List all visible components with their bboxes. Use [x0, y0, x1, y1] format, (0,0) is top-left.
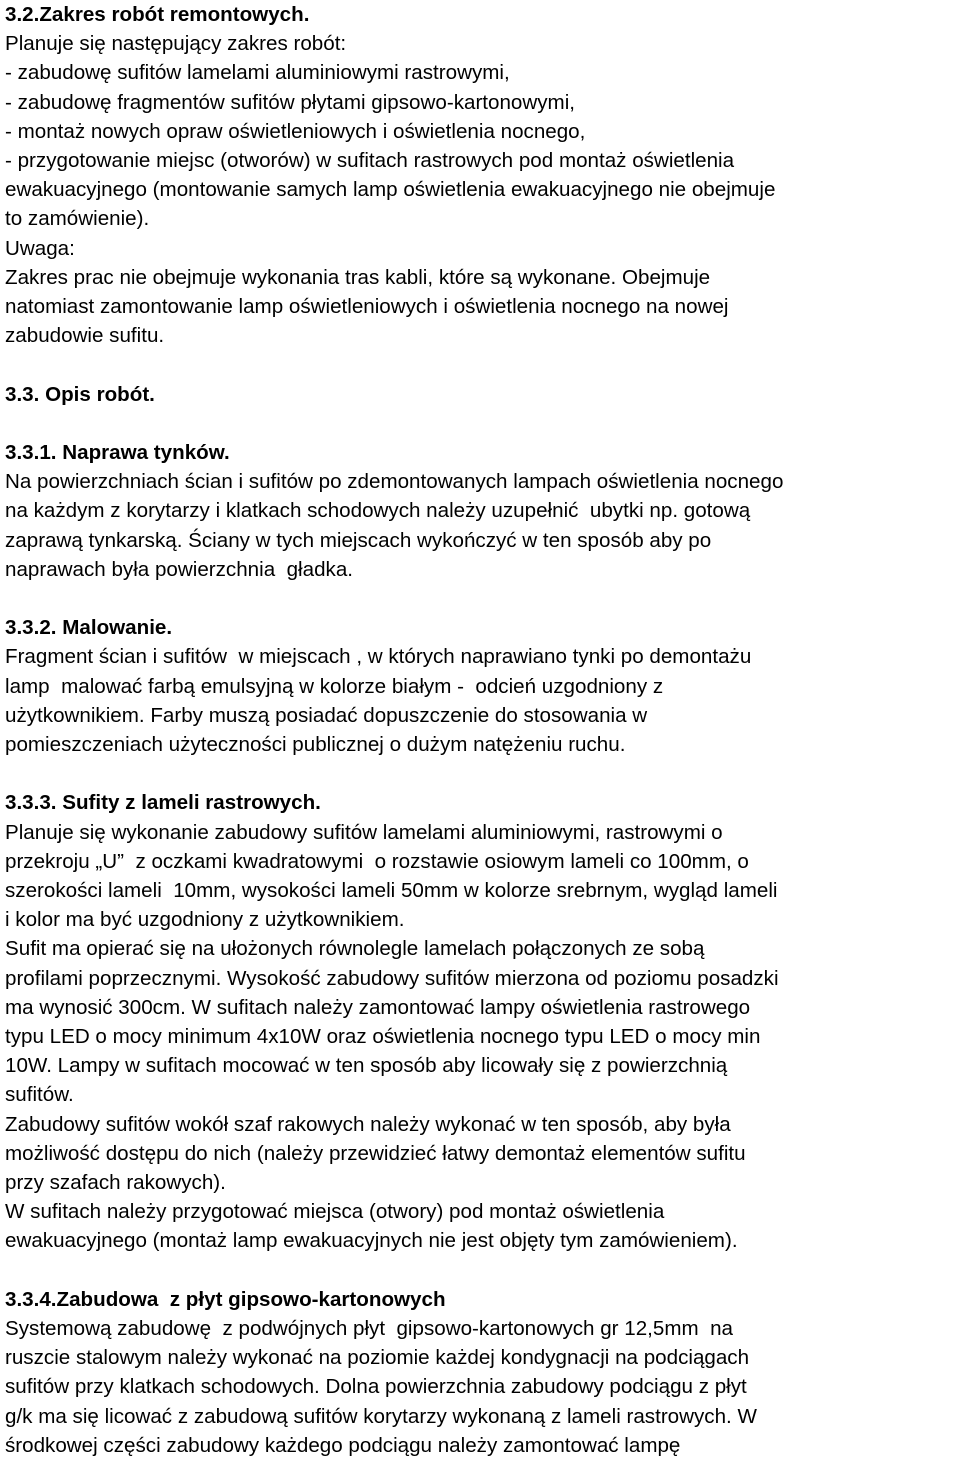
text-line: Zabudowy sufitów wokół szaf rakowych należy wykonać w ten sposób, aby była	[5, 1112, 731, 1136]
list-item: - zabudowę fragmentów sufitów płytami gipsowo-kartonowymi,	[5, 90, 575, 114]
section-heading: 3.3.1. Naprawa tynków.	[5, 441, 230, 465]
text-line: g/k ma się licować z zabudową sufitów korytarzy wykonaną z lameli rastrowych. W	[5, 1404, 757, 1428]
text-line: możliwość dostępu do nich (należy przewidzieć łatwy demontaż elementów sufitu	[5, 1141, 746, 1165]
text-line: i kolor ma być uzgodniony z użytkownikiem.	[5, 908, 405, 932]
spacer	[5, 409, 957, 438]
list-item: - zabudowę sufitów lamelami aluminiowymi rastrowymi,	[5, 61, 510, 85]
list-item: - przygotowanie miejsc (otworów) w sufitach rastrowych pod montaż oświetlenia	[5, 149, 735, 173]
spacer	[5, 1256, 957, 1285]
text-line: zabudowie sufitu.	[5, 324, 165, 348]
section-heading: 3.3.4.Zabudowa z płyt gipsowo-kartonowych	[5, 1287, 446, 1311]
text-line: Planuje się następujący zakres robót:	[5, 32, 347, 56]
section-heading: 3.3. Opis robót.	[5, 382, 155, 406]
text-line: Sufit ma opierać się na ułożonych równolegle lamelach połączonych ze sobą	[5, 937, 705, 961]
text-line: ewakuacyjnego (montowanie samych lamp oświetlenia ewakuacyjnego nie obejmuje	[5, 178, 776, 202]
text-line: sufitów.	[5, 1083, 74, 1107]
text-line: typu LED o mocy minimum 4x10W oraz oświetlenia nocnego typu LED o mocy min	[5, 1025, 761, 1049]
note-label: Uwaga:	[5, 236, 75, 260]
text-line: Planuje się wykonanie zabudowy sufitów lamelami aluminiowymi, rastrowymi o	[5, 820, 723, 844]
section-3-3	[5, 380, 957, 409]
text-line: ruszcie stalowym należy wykonać na poziomie każdej kondygnacji na podciągach	[5, 1346, 750, 1370]
text-line: Zakres prac nie obejmuje wykonania tras kabli, które są wykonane. Obejmuje	[5, 265, 711, 289]
spacer	[5, 584, 957, 613]
section-3-3-1	[5, 438, 957, 584]
text-line: W sufitach należy przygotować miejsca (otwory) pod montaż oświetlenia	[5, 1200, 665, 1224]
section-heading: 3.3.3. Sufity z lameli rastrowych.	[5, 791, 321, 815]
text-line: Na powierzchniach ścian i sufitów po zdemontowanych lampach oświetlenia nocnego	[5, 470, 784, 494]
text-line: ma wynosić 300cm. W sufitach należy zamontować lampy oświetlenia rastrowego	[5, 995, 751, 1019]
text-line: zaprawą tynkarską. Ściany w tych miejscach wykończyć w ten sposób aby po	[5, 528, 712, 552]
section-3-3-2	[5, 613, 957, 759]
text-line: Fragment ścian i sufitów w miejscach , w których naprawiano tynki po demontażu	[5, 645, 752, 669]
text-line: szerokości lameli 10mm, wysokości lameli 50mm w kolorze srebrnym, wygląd lameli	[5, 879, 778, 903]
text-line: użytkownikiem. Farby muszą posiadać dopuszczenie do stosowania w	[5, 703, 648, 727]
text-line: pomieszczeniach użyteczności publicznej o dużym natężeniu ruchu.	[5, 733, 626, 757]
section-heading: 3.2.Zakres robót remontowych.	[5, 3, 310, 26]
section-3-3-3	[5, 788, 957, 1255]
section-3-2	[5, 0, 957, 350]
text-line: lamp malować farbą emulsyjną w kolorze białym - odcień uzgodniony z	[5, 674, 664, 698]
text-line: ewakuacyjnego (montaż lamp ewakuacyjnych nie jest objęty tym zamówieniem).	[5, 1229, 738, 1253]
spacer	[5, 350, 957, 379]
text-line: na każdym z korytarzy i klatkach schodowych należy uzupełnić ubytki np. gotową	[5, 499, 751, 523]
text-line: natomiast zamontowanie lamp oświetleniowych i oświetlenia nocnego na nowej	[5, 295, 729, 319]
section-heading: 3.3.2. Malowanie.	[5, 616, 173, 640]
text-line: sufitów przy klatkach schodowych. Dolna powierzchnia zabudowy podciągu z płyt	[5, 1375, 747, 1399]
section-3-3-4	[5, 1285, 957, 1460]
text-line: to zamówienie).	[5, 207, 150, 231]
text-line: profilami poprzecznymi. Wysokość zabudowy sufitów mierzona od poziomu posadzki	[5, 966, 779, 990]
text-line: 10W. Lampy w sufitach mocować w ten sposób aby licowały się z powierzchnią	[5, 1054, 728, 1078]
text-line: przekroju „U” z oczkami kwadratowymi o rozstawie osiowym lameli co 100mm, o	[5, 849, 749, 873]
list-item: - montaż nowych opraw oświetleniowych i oświetlenia nocnego,	[5, 119, 586, 143]
text-line: przy szafach rakowych).	[5, 1171, 226, 1195]
text-line: Systemową zabudowę z podwójnych płyt gipsowo-kartonowych gr 12,5mm na	[5, 1317, 734, 1341]
text-line: środkowej części zabudowy każdego podciągu należy zamontować lampę	[5, 1433, 681, 1457]
spacer	[5, 759, 957, 788]
document-page	[5, 0, 957, 1460]
text-line: naprawach była powierzchnia gładka.	[5, 557, 354, 581]
